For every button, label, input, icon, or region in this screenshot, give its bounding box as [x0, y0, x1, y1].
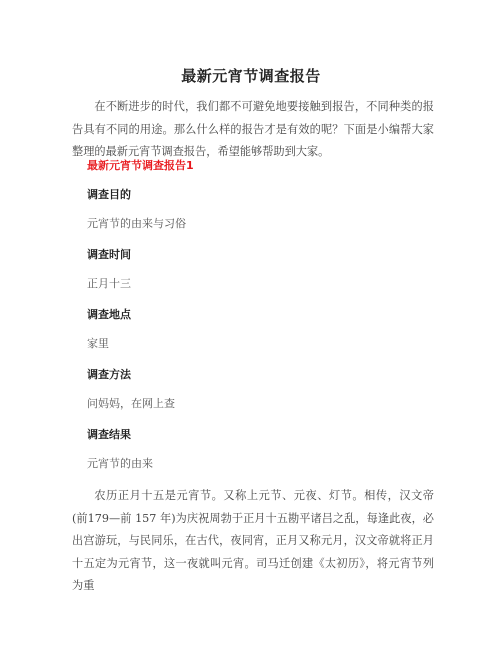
report-heading: 最新元宵节调查报告1	[87, 159, 194, 172]
section-value-purpose: 元宵节的由来与习俗	[87, 217, 186, 230]
section-value-time: 正月十三	[87, 277, 131, 290]
section-value-location: 家里	[87, 337, 109, 350]
intro-paragraph: 在不断进步的时代，我们都不可避免地要接触到报告，不同种类的报告具有不同的用途。那么什么样的报告才是有效的呢？下面是小编帮大家整理的最新元宵节调查报告，希望能够帮助到大家。	[72, 100, 434, 158]
body-paragraph: 农历正月十五是元宵节。又称上元节、元夜、灯节。相传，汉文帝(前179—前 157 年)为庆祝周勃于正月十五勘平诸吕之乱，每逢此夜，必出宫游玩，与民同乐，在古代，夜同宵，正月又称元月，汉文帝就将正月十五定为元宵节，这一夜就叫元宵。司马迁创建《太初历》，将元宵节列为重	[72, 489, 434, 592]
section-label-purpose: 调查目的	[87, 188, 131, 201]
document-title: 最新元宵节调查报告	[181, 67, 321, 85]
section-label-location: 调查地点	[87, 308, 131, 321]
section-label-time: 调查时间	[87, 248, 131, 261]
section-label-method: 调查方法	[87, 368, 131, 381]
section-label-result: 调查结果	[87, 428, 131, 441]
section-value-result: 元宵节的由来	[87, 457, 153, 470]
section-value-method: 问妈妈，在网上查	[87, 397, 175, 410]
